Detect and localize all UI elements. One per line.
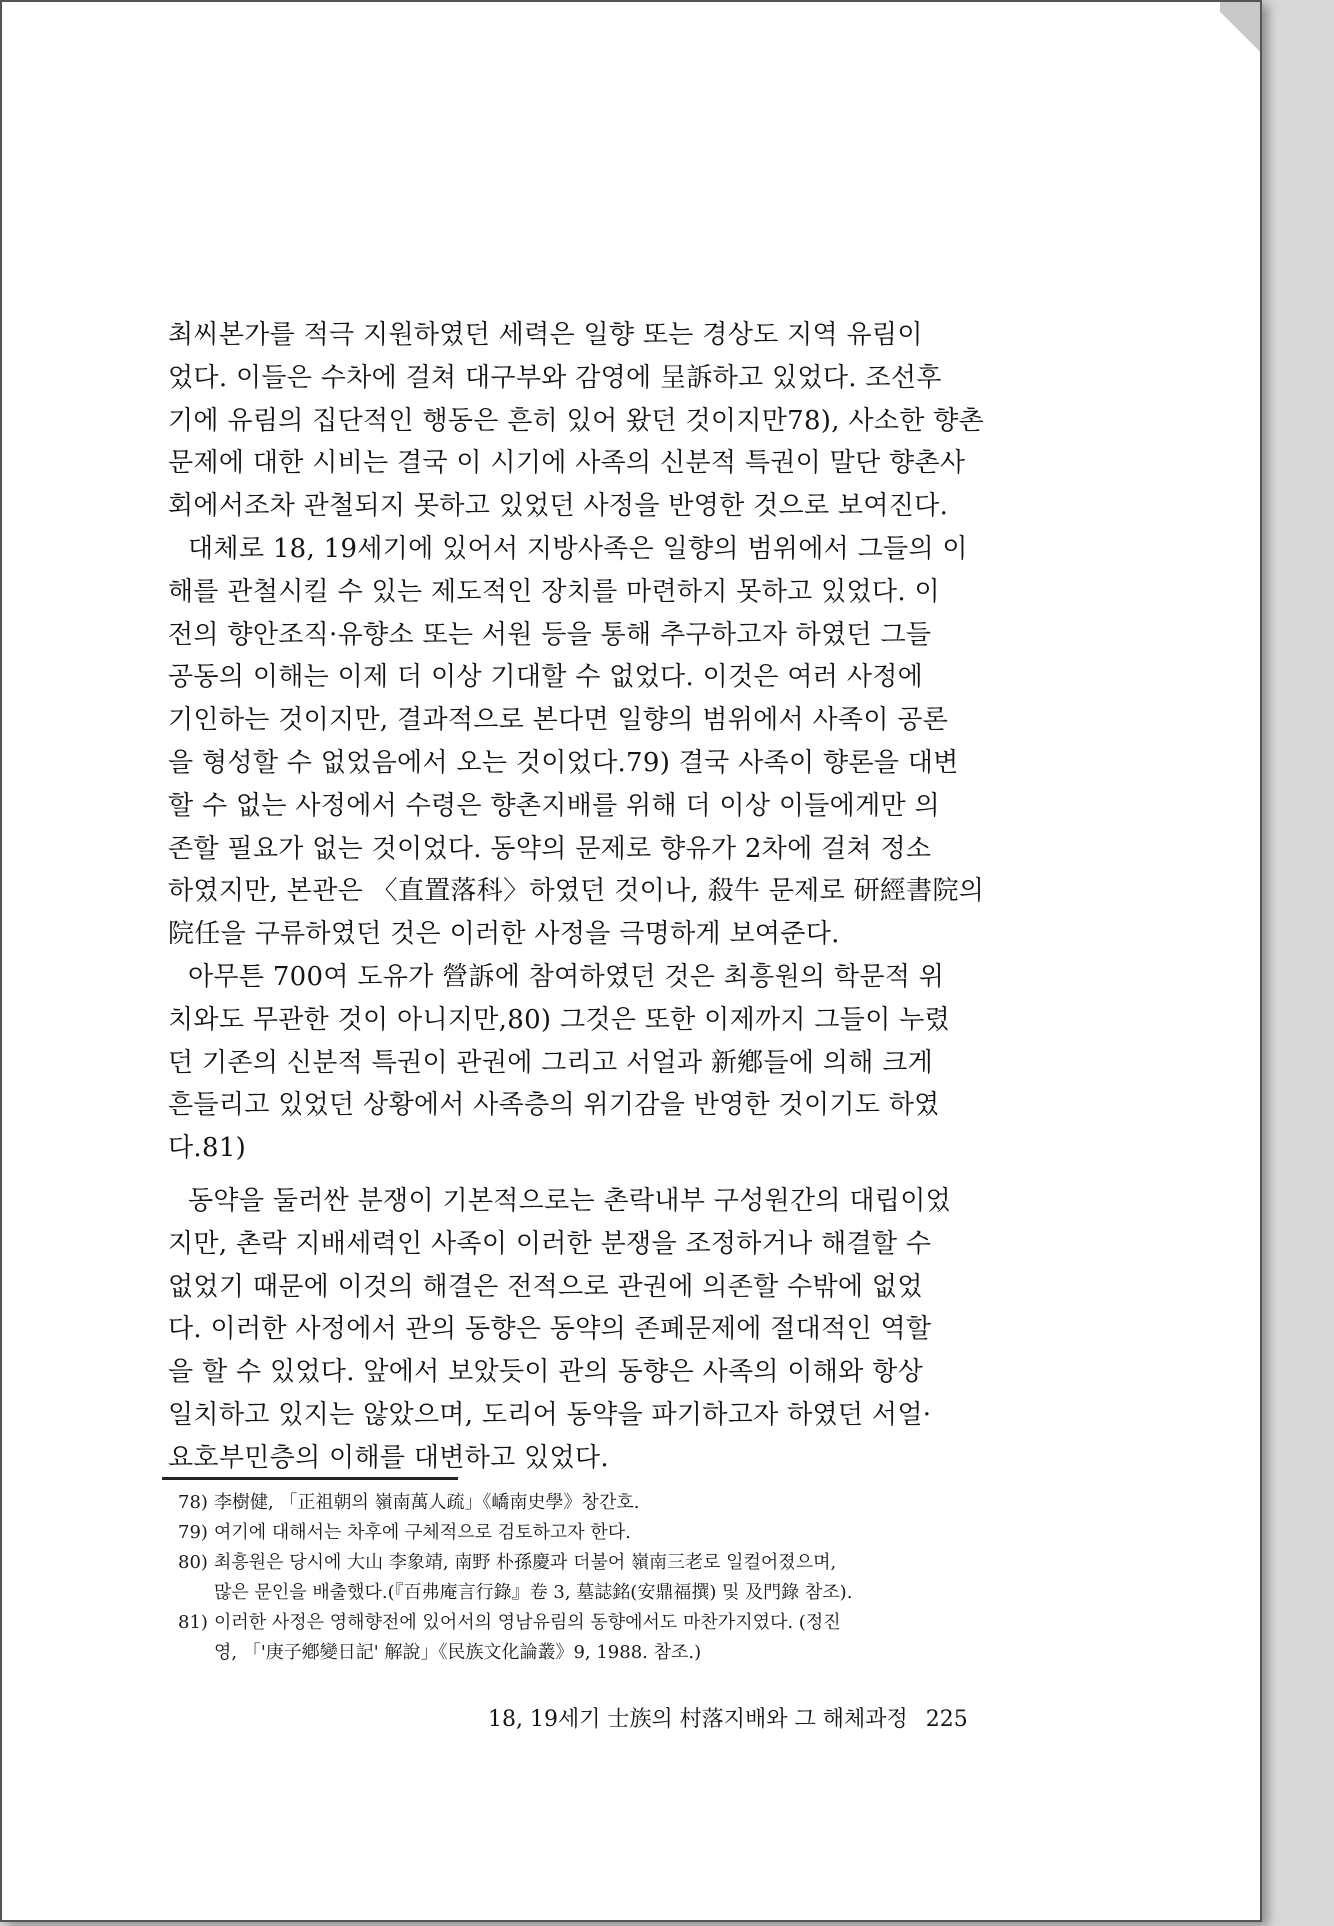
footnote-text: 최흥원은 당시에 大山 李象靖, 南野 朴孫慶과 더불어 嶺南三老로 일컬어졌으며, — [214, 1552, 837, 1573]
footnote-number: 80) — [178, 1552, 208, 1573]
footnote-number: 81) — [178, 1612, 208, 1633]
footnotes — [178, 1488, 1068, 1668]
body-line: 아무튼 700여 도유가 營訴에 참여하였던 것은 최흥원의 학문적 위 — [188, 961, 945, 992]
running-footer — [488, 1702, 1048, 1733]
footnote-text: 李樹健, 「正祖朝의 嶺南萬人疏」《嶠南史學》창간호. — [214, 1492, 640, 1513]
footnote-80-continued: 많은 문인을 배출했다.(『百弗庵言行錄』卷 3, 墓誌銘(安鼎福撰) 및 及門錄 참조). — [214, 1582, 853, 1603]
body-line: 을 할 수 있었다. 앞에서 보았듯이 관의 동향은 사족의 이해와 항상 — [168, 1357, 924, 1388]
page-corner-fold — [1220, 2, 1260, 62]
footnote-number: 79) — [178, 1522, 208, 1543]
footnote-80 — [178, 1548, 1068, 1578]
footnote-81 — [178, 1608, 1068, 1638]
body-line: 다.81) — [168, 1133, 247, 1164]
body-line: 던 기존의 신분적 특권이 관권에 그리고 서얼과 新鄕들에 의해 크게 — [168, 1047, 934, 1078]
body-line: 치와도 무관한 것이 아니지만,80) 그것은 또한 이제까지 그들이 누렸 — [168, 1004, 951, 1035]
running-title: 18, 19세기 士族의 村落지배와 그 해체과정 — [488, 1707, 908, 1732]
body-line: 최씨본가를 적극 지원하였던 세력은 일향 또는 경상도 지역 유림이 — [168, 320, 923, 350]
body-line: 하였지만, 본관은 〈直置落科〉하였던 것이나, 殺牛 문제로 研經書院의 — [168, 876, 985, 907]
body-line: 문제에 대한 시비는 결국 이 시기에 사족의 신분적 특권이 말단 향촌사 — [168, 448, 966, 479]
body-line: 회에서조차 관철되지 못하고 있었던 사정을 반영한 것으로 보여진다. — [168, 491, 949, 522]
body-line: 공동의 이해는 이제 더 이상 기대할 수 없었다. 이것은 여러 사정에 — [168, 662, 924, 693]
body-line: 전의 향안조직·유향소 또는 서원 등을 통해 추구하고자 하였던 그들 — [168, 619, 932, 650]
body-line: 었다. 이들은 수차에 걸쳐 대구부와 감영에 呈訴하고 있었다. 조선후 — [168, 362, 942, 393]
page-number: 225 — [925, 1707, 968, 1732]
footnote-79 — [178, 1518, 1068, 1548]
body-line: 동약을 둘러싼 분쟁이 기본적으로는 촌락내부 구성원간의 대립이었 — [188, 1185, 952, 1216]
body-line: 흔들리고 있었던 상황에서 사족층의 위기감을 반영한 것이기도 하였 — [168, 1090, 940, 1121]
body-line: 없었기 때문에 이것의 해결은 전적으로 관권에 의존할 수밖에 없었 — [168, 1271, 923, 1302]
body-line: 지만, 촌락 지배세력인 사족이 이러한 분쟁을 조정하거나 해결할 수 — [168, 1228, 932, 1259]
body-line: 일치하고 있지는 않았으며, 도리어 동약을 파기하고자 하였던 서얼· — [168, 1399, 932, 1430]
body-line: 할 수 없는 사정에서 수령은 향촌지배를 위해 더 이상 이들에게만 의 — [168, 790, 940, 821]
body-line: 기인하는 것이지만, 결과적으로 본다면 일향의 범위에서 사족이 공론 — [168, 705, 949, 736]
body-line: 다. 이러한 사정에서 관의 동향은 동약의 존폐문제에 절대적인 역할 — [168, 1314, 932, 1345]
footnote-text: 여기에 대해서는 차후에 구체적으로 검토하고자 한다. — [214, 1522, 631, 1543]
body-line: 요호부민층의 이해를 대변하고 있었다. — [168, 1442, 609, 1473]
body-line: 대체로 18, 19세기에 있어서 지방사족은 일향의 범위에서 그들의 이 — [188, 533, 968, 564]
body-line: 을 형성할 수 없었음에서 오는 것이었다.79) 결국 사족이 향론을 대변 — [168, 747, 959, 778]
footnote-78 — [178, 1488, 1068, 1518]
footnote-81-continued: 영, 「'庚子鄕變日記' 解說」《民族文化論叢》9, 1988. 참조.) — [214, 1642, 702, 1663]
body-line: 존할 필요가 없는 것이었다. 동약의 문제로 향유가 2차에 걸쳐 정소 — [168, 833, 932, 864]
footnote-number: 78) — [178, 1492, 208, 1513]
footnote-divider — [162, 1477, 458, 1480]
body-text — [168, 314, 1068, 1480]
body-line: 院任을 구류하였던 것은 이러한 사정을 극명하게 보여준다. — [168, 919, 840, 950]
body-line: 해를 관철시킬 수 있는 제도적인 장치를 마련하지 못하고 있었다. 이 — [168, 576, 940, 607]
footnote-text: 이러한 사정은 영해향전에 있어서의 영남유림의 동향에서도 마찬가지였다. (정진 — [214, 1612, 841, 1633]
body-line: 기에 유림의 집단적인 행동은 흔히 있어 왔던 것이지만78), 사소한 향촌 — [168, 405, 985, 436]
